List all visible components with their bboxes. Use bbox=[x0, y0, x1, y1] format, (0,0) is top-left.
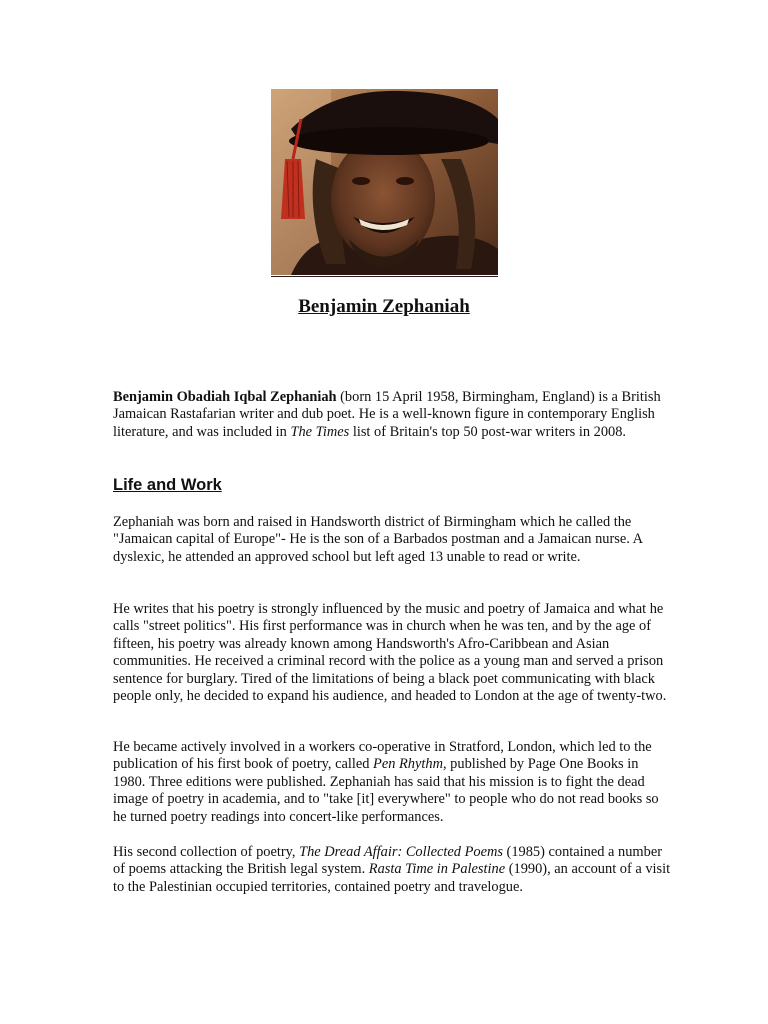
para4-text-c: (1990), an account of a visit to the Palestinian occupied territories, contained poetry and travelogue. bbox=[113, 861, 671, 895]
portrait-photo bbox=[271, 89, 498, 275]
portrait-divider bbox=[271, 276, 498, 277]
paragraph-early-life: Zephaniah was born and raised in Handsworth district of Birmingham which he called the "Jamaican capital of Europe"- He is the son of a Barbados postman and a Jamaican nurse. A dyslexic, he attended an approved school but left aged 13 unable to read or write. bbox=[113, 514, 643, 565]
para4-text-b: (1985) contained a number of poems attacking the British legal system. bbox=[113, 844, 662, 878]
book-title-pen-rhythm: Pen Rhythm bbox=[373, 756, 443, 773]
paragraph-second-collection bbox=[113, 844, 673, 896]
times-citation: The Times bbox=[290, 423, 350, 440]
intro-paragraph bbox=[113, 389, 673, 441]
para3-text-b: , published by Page One Books in 1980. Three editions were published. Zephaniah has said that his mission is to fight the dead image of poetry in academia, and to "take [it] everywhere" to people who do not read books so he turned poetry readings into concert-like performances. bbox=[113, 756, 659, 825]
page-title: Benjamin Zephaniah bbox=[298, 296, 470, 317]
intro-text-b: list of Britain's top 50 post-war writers in 2008. bbox=[349, 423, 627, 440]
section-heading-life-and-work: Life and Work bbox=[113, 476, 222, 494]
book-title-rasta-time: Rasta Time in Palestine bbox=[368, 861, 506, 878]
paragraph-poetry-influences: He writes that his poetry is strongly influenced by the music and poetry of Jamaica and what he calls "street politics". His first performance was in church when he was ten, and by the age of fifteen, his poetry was already known among Handsworth's Afro-Caribbean and Asian communities. He received a criminal record with the police as a young man and served a prison sentence for burglary. Tired of the limitations of being a black poet communicating with black people only, he decided to expand his audience, and headed to London at the age of twenty-two. bbox=[113, 601, 667, 705]
intro-text-a: (born 15 April 1958, Birmingham, England) is a British Jamaican Rastafarian writer and dub poet. He is a well-known figure in contemporary English literature, and was included in bbox=[113, 389, 661, 440]
para4-text-a: His second collection of poetry, bbox=[113, 844, 300, 860]
paragraph-first-book bbox=[113, 739, 673, 826]
book-title-dread-affair: The Dread Affair: Collected Poems bbox=[299, 844, 503, 860]
subject-full-name: Benjamin Obadiah Iqbal Zephaniah bbox=[113, 389, 337, 405]
para3-text-a: He became actively involved in a workers co-operative in Stratford, London, which led to the publication of his first book of poetry, called bbox=[113, 739, 652, 773]
